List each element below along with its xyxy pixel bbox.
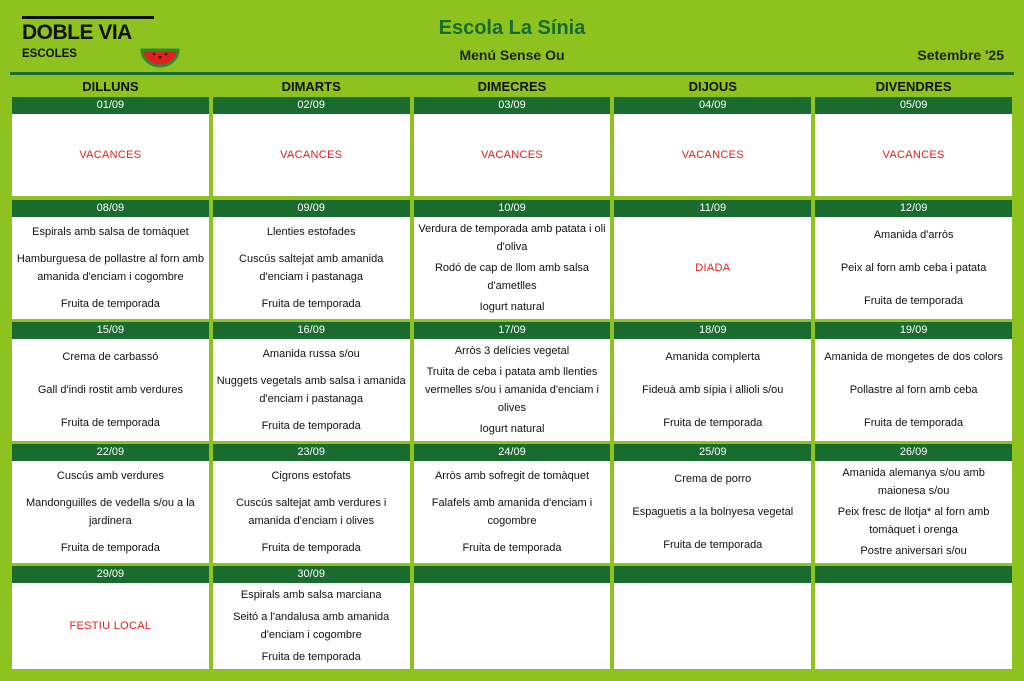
second-course-item: Espaguetis a la bolnyesa vegetal: [632, 505, 794, 518]
day-menu: [815, 217, 1012, 319]
holiday-label: VACANCES: [882, 149, 945, 161]
second-course-item: Truita de ceba i patata amb llenties vermelles s/ou i amanida d'enciam i olives: [425, 365, 599, 414]
day-cell: [12, 566, 209, 669]
first-course-item: Amanida alemanya s/ou amb maionesa s/ou: [842, 466, 985, 497]
day-date: 15/09: [12, 322, 209, 339]
day-date: 30/09: [213, 566, 410, 583]
weekday-friday: DIVENDRES: [875, 79, 952, 94]
day-menu: [614, 583, 811, 669]
day-cell: [815, 444, 1012, 563]
day-date: 04/09: [614, 97, 811, 114]
day-cell: [614, 566, 811, 669]
dessert-item: Fruita de temporada: [60, 542, 160, 555]
day-menu: [213, 583, 410, 669]
day-cell: [213, 97, 410, 196]
first-course-item: Crema de carbassó: [62, 350, 159, 363]
day-menu: [414, 583, 611, 669]
second-course-item: Rodó de cap de llom amb salsa d'ametlles: [434, 261, 590, 292]
day-menu: [414, 461, 611, 563]
dessert-item: Fruita de temporada: [462, 542, 562, 555]
school-title: Escola La Sínia: [438, 17, 586, 39]
day-menu: [614, 461, 811, 563]
weekday-monday: DILLUNS: [82, 79, 139, 94]
first-course-item: Amanida russa s/ou: [262, 347, 360, 360]
holiday-label: DIADA: [695, 262, 731, 274]
day-cell: [614, 444, 811, 563]
day-date: 26/09: [815, 444, 1012, 461]
week-row: [10, 97, 1014, 196]
week-row: [10, 444, 1014, 563]
day-date: 03/09: [414, 97, 611, 114]
dessert-item: Fruita de temporada: [261, 542, 361, 555]
day-date: 23/09: [213, 444, 410, 461]
day-menu: [815, 114, 1012, 196]
day-date: 25/09: [614, 444, 811, 461]
day-date: [614, 566, 811, 583]
logo-main-text: DOBLE VIA: [22, 21, 132, 44]
day-menu: [414, 114, 611, 196]
first-course-item: Amanida de mongetes de dos colors: [824, 350, 1003, 363]
first-course-item: Arròs 3 delícies vegetal: [454, 344, 570, 357]
day-cell: [414, 200, 611, 319]
day-cell: [213, 200, 410, 319]
day-menu: [614, 217, 811, 319]
day-date: [414, 566, 611, 583]
first-course-item: Cigrons estofats: [271, 469, 351, 482]
day-cell: [614, 97, 811, 196]
second-course-item: Hamburguesa de pollastre al forn amb amanida d'enciam i cogombre: [16, 252, 204, 283]
day-menu: [815, 339, 1012, 441]
weekday-tuesday: DIMARTS: [281, 79, 341, 94]
weekday-header-row: [10, 77, 1014, 97]
dessert-item: Fruita de temporada: [60, 298, 160, 311]
second-course-item: Falafels amb amanida d'enciam i cogombre: [431, 496, 593, 527]
day-cell: [815, 97, 1012, 196]
day-date: 08/09: [12, 200, 209, 217]
day-cell: [213, 444, 410, 563]
month-label: Setembre '25: [917, 47, 1004, 63]
second-course-item: Peix fresc de llotja* al forn amb tomàquet i orenga: [837, 505, 990, 536]
dessert-item: Iogurt natural: [479, 301, 545, 314]
day-menu: [12, 339, 209, 441]
second-course-item: Mandonguilles de vedella s/ou a la jardinera: [26, 496, 195, 527]
dessert-item: Fruita de temporada: [864, 295, 964, 308]
day-menu: [213, 217, 410, 319]
second-course-item: Gall d'indi rostit amb verdures: [37, 383, 183, 396]
day-date: [815, 566, 1012, 583]
dessert-item: Fruita de temporada: [261, 420, 361, 433]
header: [10, 8, 1014, 74]
second-course-item: Cuscús saltejat amb amanida d'enciam i pastanaga: [239, 252, 384, 283]
day-menu: [213, 461, 410, 563]
day-cell: [815, 566, 1012, 669]
day-menu: [414, 217, 611, 319]
day-date: 19/09: [815, 322, 1012, 339]
first-course-item: Espirals amb salsa de tomàquet: [32, 225, 189, 238]
second-course-item: Peix al forn amb ceba i patata: [840, 261, 987, 274]
day-cell: [414, 444, 611, 563]
weekday-wednesday: DIMECRES: [477, 79, 547, 94]
holiday-label: VACANCES: [681, 149, 744, 161]
day-date: 10/09: [414, 200, 611, 217]
first-course-item: Verdura de temporada amb patata i oli d'oliva: [418, 222, 606, 253]
day-cell: [414, 322, 611, 441]
day-menu: [213, 339, 410, 441]
day-cell: [614, 200, 811, 319]
dessert-item: Iogurt natural: [479, 423, 545, 436]
second-course-item: Nuggets vegetals amb salsa i amanida d'enciam i pastanaga: [216, 374, 406, 405]
day-cell: [815, 200, 1012, 319]
dessert-item: Fruita de temporada: [261, 651, 361, 663]
first-course-item: Arròs amb sofregit de tomàquet: [434, 469, 590, 482]
first-course-item: Cuscús amb verdures: [56, 469, 164, 482]
weekday-thursday: DIJOUS: [688, 79, 737, 94]
day-menu: [12, 114, 209, 196]
second-course-item: Cuscús saltejat amb verdures i amanida d'enciam i olives: [235, 496, 387, 527]
header-divider: [10, 72, 1014, 75]
first-course-item: Espirals amb salsa marciana: [240, 589, 382, 601]
day-date: 17/09: [414, 322, 611, 339]
day-menu: [414, 339, 611, 441]
day-menu: [12, 583, 209, 669]
holiday-label: VACANCES: [480, 149, 544, 161]
day-date: 29/09: [12, 566, 209, 583]
logo-sub-text: ESCOLES: [22, 48, 77, 60]
day-cell: [213, 322, 410, 441]
day-cell: [414, 97, 611, 196]
dessert-item: Fruita de temporada: [864, 417, 964, 430]
menu-grid: [10, 97, 1014, 672]
holiday-label: FESTIU LOCAL: [69, 620, 152, 632]
first-course-item: Crema de porro: [674, 472, 752, 485]
dessert-item: Fruita de temporada: [60, 417, 160, 430]
day-cell: [12, 444, 209, 563]
day-date: 01/09: [12, 97, 209, 114]
day-menu: [12, 461, 209, 563]
day-date: 16/09: [213, 322, 410, 339]
day-cell: [614, 322, 811, 441]
holiday-label: VACANCES: [280, 149, 343, 161]
first-course-item: Amanida complerta: [665, 350, 761, 363]
day-date: 05/09: [815, 97, 1012, 114]
day-date: 11/09: [614, 200, 811, 217]
first-course-item: Amanida d'arròs: [873, 228, 954, 241]
holiday-label: VACANCES: [79, 149, 142, 161]
day-menu: [12, 217, 209, 319]
day-menu: [614, 114, 811, 196]
day-menu: [815, 583, 1012, 669]
day-date: 02/09: [213, 97, 410, 114]
dessert-item: Fruita de temporada: [663, 417, 763, 430]
week-row: [10, 322, 1014, 441]
day-date: 09/09: [213, 200, 410, 217]
week-row: [10, 200, 1014, 319]
second-course-item: Pollastre al forn amb ceba: [849, 383, 978, 396]
day-date: 18/09: [614, 322, 811, 339]
day-menu: [614, 339, 811, 441]
dessert-item: Postre aniversari s/ou: [860, 545, 967, 558]
day-menu: [213, 114, 410, 196]
day-cell: [414, 566, 611, 669]
day-date: 22/09: [12, 444, 209, 461]
second-course-item: Fideuà amb sípia i allioli s/ou: [642, 383, 784, 396]
dessert-item: Fruita de temporada: [663, 539, 763, 552]
dessert-item: Fruita de temporada: [261, 298, 361, 311]
day-cell: [12, 322, 209, 441]
menu-title: Menú Sense Ou: [459, 47, 565, 63]
day-cell: [12, 200, 209, 319]
day-date: 12/09: [815, 200, 1012, 217]
second-course-item: Seitó a l'andalusa amb amanida d'enciam i cogombre: [233, 611, 390, 641]
first-course-item: Llenties estofades: [266, 225, 356, 238]
day-menu: [815, 461, 1012, 563]
day-cell: [815, 322, 1012, 441]
day-cell: [213, 566, 410, 669]
day-cell: [12, 97, 209, 196]
week-row: [10, 566, 1014, 669]
day-date: 24/09: [414, 444, 611, 461]
